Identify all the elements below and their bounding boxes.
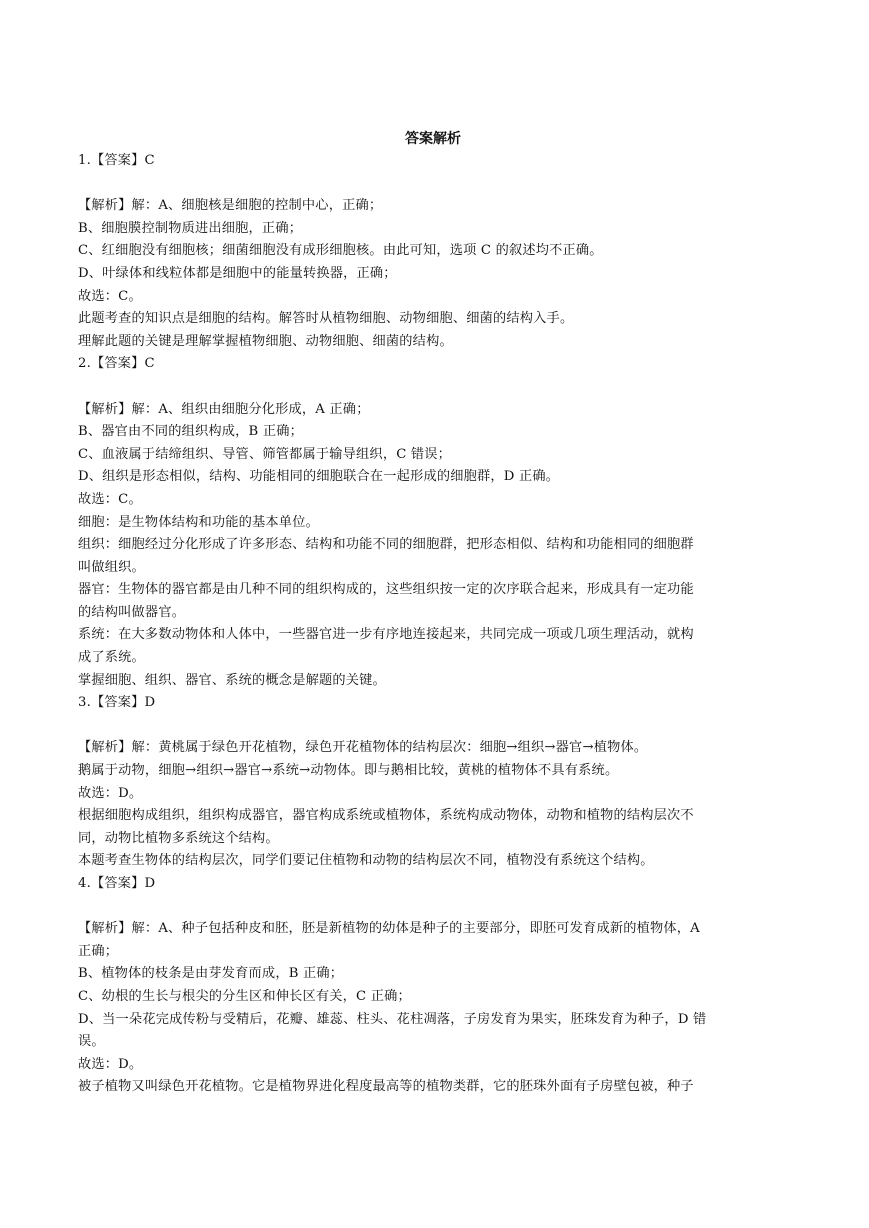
text-line: 此题考查的知识点是细胞的结构。解答时从植物细胞、动物细胞、细菌的结构入手。: [78, 311, 574, 327]
text-line: D、叶绿体和线粒体都是细胞中的能量转换器，正确；: [78, 265, 397, 281]
text-line: 组织：细胞经过分化形成了许多形态、结构和功能不同的细胞群，把形态相似、结构和功能相同的细胞群: [78, 537, 694, 553]
text-line: 2.【答案】C: [78, 356, 155, 372]
text-line: B、细胞膜控制物质进出细胞，正确；: [78, 220, 303, 236]
text-line: 【解析】解：A、种子包括种皮和胚，胚是新植物的幼体是种子的主要部分，即胚可发育成新的植物体，A: [78, 921, 700, 937]
text-line: 被子植物又叫绿色开花植物。它是植物界进化程度最高等的植物类群，它的胚珠外面有子房壁包被，种子: [78, 1079, 694, 1095]
text-line: 误。: [78, 1034, 105, 1050]
blank-line: [78, 173, 788, 196]
text-line: D、组织是形态相似，结构、功能相同的细胞联合在一起形成的细胞群，D 正确。: [78, 469, 560, 485]
text-line: 系统：在大多数动物体和人体中，一些器官进一步有序地连接起来，共同完成一项或几项生理活动，就构: [78, 627, 694, 643]
text-line: 鹅属于动物，细胞→组织→器官→系统→动物体。即与鹅相比较，黄桃的植物体不具有系统。: [78, 763, 619, 779]
text-line: C、幼根的生长与根尖的分生区和伸长区有关，C 正确；: [78, 988, 411, 1004]
text-line: 【解析】解：A、细胞核是细胞的控制中心，正确；: [78, 198, 383, 214]
text-line: 理解此题的关键是理解掌握植物细胞、动物细胞、细菌的结构。: [78, 333, 453, 349]
blank-line: [78, 715, 788, 738]
text-line: 故选：C。: [78, 288, 142, 304]
text-line: 的结构叫做器官。: [78, 604, 186, 620]
text-line: 故选：D。: [78, 1056, 143, 1072]
text-line: 故选：D。: [78, 785, 143, 801]
text-line: C、红细胞没有细胞核；细菌细胞没有成形细胞核。由此可知，选项 C 的叙述均不正确。: [78, 243, 603, 259]
text-line: C、血液属于结缔组织、导管、筛管都属于输导组织，C 错误；: [78, 446, 452, 462]
text-line: 1.【答案】C: [78, 153, 155, 168]
text-line: 叫做组织。: [78, 559, 145, 575]
page-title: 答案解析: [405, 131, 461, 147]
text-line: 3.【答案】D: [78, 695, 156, 711]
text-line: B、器官由不同的组织构成，B 正确；: [78, 424, 303, 440]
text-line: B、植物体的枝条是由芽发育而成，B 正确；: [78, 966, 344, 982]
text-line: 器官：生物体的器官都是由几种不同的组织构成的，这些组织按一定的次序联合起来，形成具有一定功能: [78, 582, 694, 598]
blank-line: [78, 896, 788, 919]
text-line: 同，动物比植物多系统这个结构。: [78, 830, 279, 846]
text-line: 4.【答案】D: [78, 876, 156, 891]
blank-line: [78, 376, 788, 399]
document-page: [78, 128, 788, 1099]
document-body: [78, 150, 788, 1099]
text-line: 掌握细胞、组织、器官、系统的概念是解题的关键。: [78, 672, 386, 688]
text-line: 【解析】解：A、组织由细胞分化形成，A 正确；: [78, 401, 370, 417]
text-line: 根据细胞构成组织，组织构成器官，器官构成系统或植物体，系统构成动物体，动物和植物的结构层次不: [78, 808, 694, 824]
text-line: 细胞：是生物体结构和功能的基本单位。: [78, 514, 319, 530]
text-line: 故选：C。: [78, 491, 142, 507]
text-line: 成了系统。: [78, 650, 145, 666]
text-line: 正确；: [78, 943, 119, 959]
text-line: D、当一朵花完成传粉与受精后，花瓣、雄蕊、柱头、花柱凋落，子房发育为果实，胚珠发育为种子，D 错: [78, 1011, 707, 1027]
text-line: 本题考查生物体的结构层次，同学们要记住植物和动物的结构层次不同，植物没有系统这个结构。: [78, 853, 654, 869]
text-line: 【解析】解：黄桃属于绿色开花植物，绿色开花植物体的结构层次：细胞→组织→器官→植物体。: [78, 740, 648, 756]
